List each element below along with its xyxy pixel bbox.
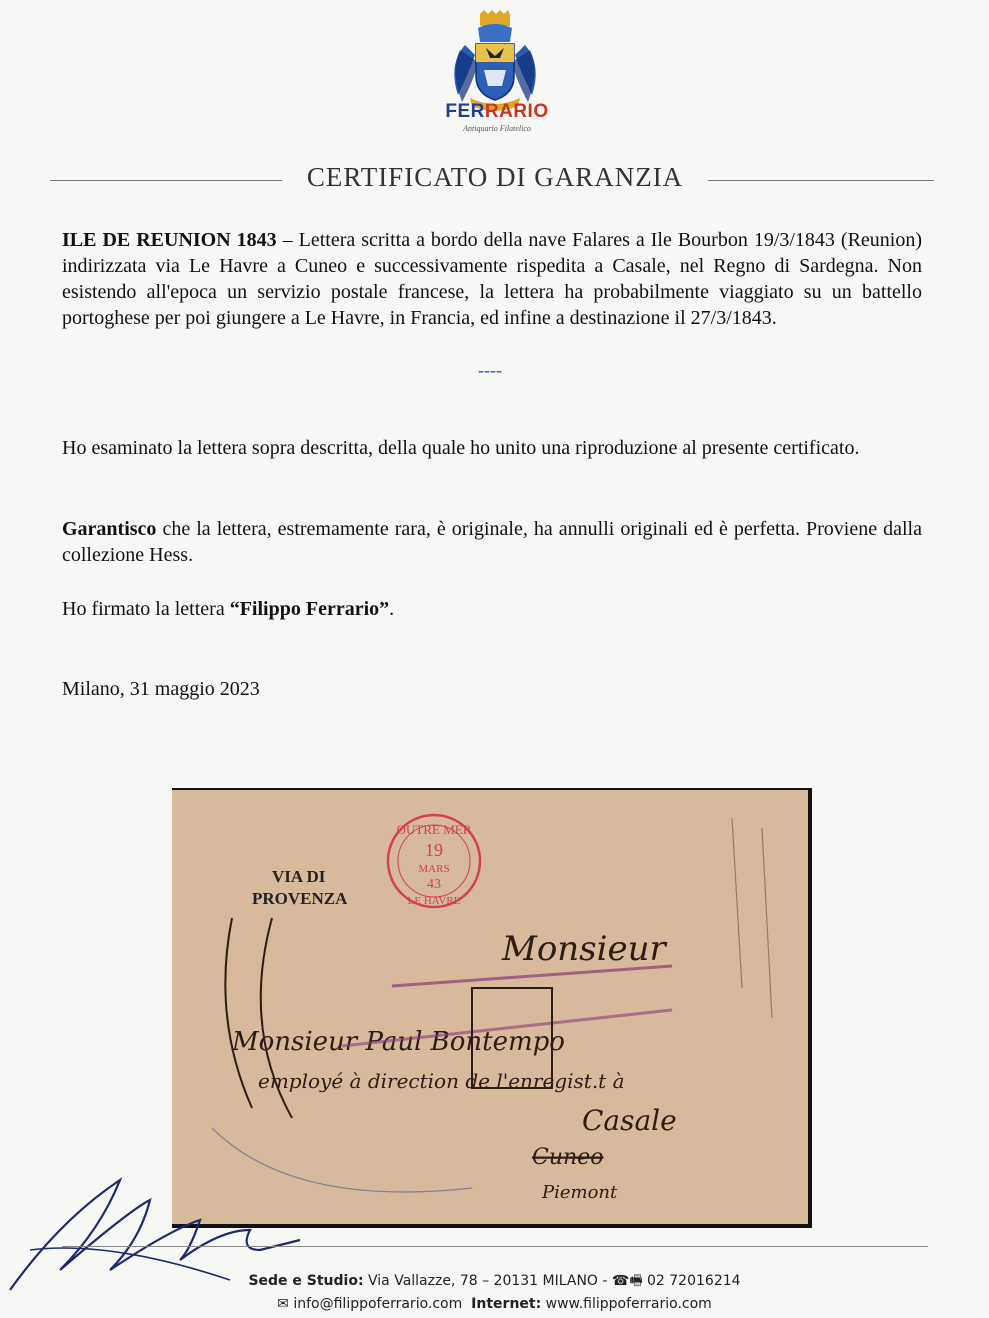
title-rule-left (50, 180, 282, 181)
footer-line-2: ✉ info@filippoferrario.com Internet: www.filippoferrario.com (277, 1296, 712, 1312)
phone-fax-icon: ☎🖷 (611, 1273, 643, 1289)
certificate-title: CERTIFICATO DI GARANZIA (306, 162, 684, 192)
brand-tagline: Antiquario Filatelico (463, 124, 531, 133)
signed-paragraph: Ho firmato la lettera “Filippo Ferrario”. (62, 598, 395, 620)
guarantee-lead: Garantisco (62, 518, 157, 540)
signed-name: “Filippo Ferrario” (229, 598, 390, 620)
envelope-icon: ✉ (277, 1296, 289, 1312)
postmark-year: 43 (427, 877, 441, 892)
guarantee-paragraph (62, 516, 922, 568)
address-crossed-city: Cuneo (532, 1145, 604, 1170)
footer-phone: 02 72016214 (642, 1273, 741, 1289)
separator: ---- (478, 360, 502, 380)
guarantee-text: che la lettera, estremamente rara, è originale, ha annulli originali ed è perfetta. Proviene dalla collezione Hess. (62, 518, 922, 566)
address-name: Monsieur Paul Bontempo (232, 1027, 565, 1057)
address-city: Casale (582, 1104, 677, 1137)
postmark-top: OUTRE MER (396, 822, 472, 837)
footer-website[interactable]: www.filippoferrario.com (541, 1296, 712, 1312)
footer-line-1: Sede e Studio: Via Vallazze, 78 – 20131 MILANO - ☎🖷 02 72016214 (248, 1273, 741, 1289)
handstamp-line1: VIA DI (272, 867, 326, 886)
brand-name: FERRARIO (445, 101, 549, 122)
title-rule-right (708, 180, 934, 181)
postmark-month: MARS (418, 863, 450, 875)
footer-email[interactable]: info@filippoferrario.com (288, 1296, 463, 1312)
address-region: Piemont (542, 1182, 618, 1203)
handstamp-line2: PROVENZA (252, 889, 348, 908)
description-text: – Lettera scritta a bordo della nave Falares a Ile Bourbon 19/3/1843 (Reunion) indirizzata via Le Havre a Cuneo e successivamente rispedita a Casale, nel Regno di Sardegna. Non esistendo all'epoca un servizio postale francese, la lettera ha probabilmente viaggiato su un battello portoghese per poi giungere a Le Havre, in Francia, ed infine a destinazione il 27/3/1843. (62, 229, 923, 329)
postmark-city: LE HAVRE (407, 895, 461, 907)
description-lead: ILE DE REUNION 1843 (62, 229, 277, 251)
address-job: employé à direction de l'enregist.t à (258, 1069, 625, 1093)
footer-rule (62, 1246, 928, 1247)
description-paragraph (62, 227, 922, 331)
date-place: Milano, 31 maggio 2023 (62, 678, 260, 700)
address-salutation: Monsieur (502, 929, 666, 969)
exam-paragraph: Ho esaminato la lettera sopra descritta, della quale ho unito una riproduzione al presente certificato. (62, 437, 860, 459)
postmark-day: 19 (425, 840, 443, 860)
